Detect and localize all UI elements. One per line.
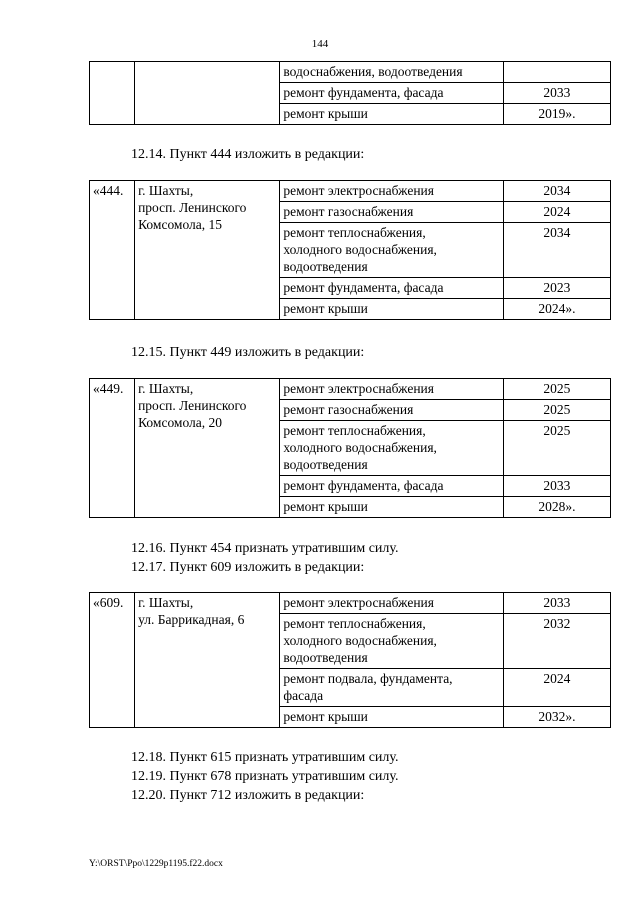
- cell-year: 2033: [503, 476, 610, 497]
- cell-work: ремонт электроснабжения: [280, 379, 503, 400]
- cell-year: 2033: [503, 593, 610, 614]
- cell-work: ремонт электроснабжения: [280, 181, 503, 202]
- paragraph-12-14: 12.14. Пункт 444 изложить в редакции:: [131, 147, 365, 162]
- cell-year: 2019».: [503, 104, 610, 125]
- table-item-449: [89, 378, 611, 518]
- cell-work: ремонт крыши: [280, 299, 503, 320]
- cell-work: ремонт газоснабжения: [280, 400, 503, 421]
- cell-work: ремонт фундамента, фасада: [280, 476, 503, 497]
- table-continuation: [89, 61, 611, 125]
- cell-address: г. Шахты, просп. Ленинского Комсомола, 20: [135, 379, 280, 518]
- cell-year: 2024: [503, 669, 610, 707]
- cell-work: ремонт подвала, фундамента, фасада: [280, 669, 503, 707]
- cell-year: 2023: [503, 278, 610, 299]
- cell-work: ремонт крыши: [280, 707, 503, 728]
- cell-year: [503, 62, 610, 83]
- cell-address: [135, 62, 280, 125]
- cell-year: 2025: [503, 379, 610, 400]
- cell-year: 2034: [503, 223, 610, 278]
- cell-year: 2033: [503, 83, 610, 104]
- table-row: [90, 379, 611, 400]
- cell-year: 2028».: [503, 497, 610, 518]
- cell-work: ремонт крыши: [280, 497, 503, 518]
- cell-year: 2032: [503, 614, 610, 669]
- cell-number: [90, 62, 135, 125]
- cell-year: 2024: [503, 202, 610, 223]
- paragraph-12-15: 12.15. Пункт 449 изложить в редакции:: [131, 345, 365, 360]
- cell-number: «444.: [90, 181, 135, 320]
- table-row: [90, 181, 611, 202]
- cell-address: г. Шахты, просп. Ленинского Комсомола, 15: [135, 181, 280, 320]
- cell-year: 2025: [503, 400, 610, 421]
- table-item-444: [89, 180, 611, 320]
- paragraph-12-16: 12.16. Пункт 454 признать утратившим силу.: [131, 541, 399, 556]
- cell-work: ремонт газоснабжения: [280, 202, 503, 223]
- cell-address: г. Шахты, ул. Баррикадная, 6: [135, 593, 280, 728]
- cell-year: 2024».: [503, 299, 610, 320]
- cell-work: ремонт теплоснабжения, холодного водоснабжения, водоотведения: [280, 223, 503, 278]
- cell-work: ремонт теплоснабжения, холодного водоснабжения, водоотведения: [280, 614, 503, 669]
- cell-year: 2025: [503, 421, 610, 476]
- paragraph-12-20: 12.20. Пункт 712 изложить в редакции:: [131, 788, 365, 803]
- paragraph-12-19: 12.19. Пункт 678 признать утратившим силу.: [131, 769, 399, 784]
- paragraph-12-18: 12.18. Пункт 615 признать утратившим силу.: [131, 750, 399, 765]
- cell-work: ремонт крыши: [280, 104, 503, 125]
- cell-work: ремонт фундамента, фасада: [280, 278, 503, 299]
- cell-number: «449.: [90, 379, 135, 518]
- table-item-609: [89, 592, 611, 728]
- cell-work: ремонт фундамента, фасада: [280, 83, 503, 104]
- cell-year: 2032».: [503, 707, 610, 728]
- paragraph-12-17: 12.17. Пункт 609 изложить в редакции:: [131, 560, 365, 575]
- table-row: [90, 593, 611, 614]
- table-row: [90, 62, 611, 83]
- cell-year: 2034: [503, 181, 610, 202]
- cell-work: ремонт электроснабжения: [280, 593, 503, 614]
- cell-work: водоснабжения, водоотведения: [280, 62, 503, 83]
- file-path-footer: Y:\ORST\Ppo\1229p1195.f22.docx: [89, 859, 223, 869]
- page-number: 144: [311, 38, 329, 50]
- cell-number: «609.: [90, 593, 135, 728]
- cell-work: ремонт теплоснабжения, холодного водоснабжения, водоотведения: [280, 421, 503, 476]
